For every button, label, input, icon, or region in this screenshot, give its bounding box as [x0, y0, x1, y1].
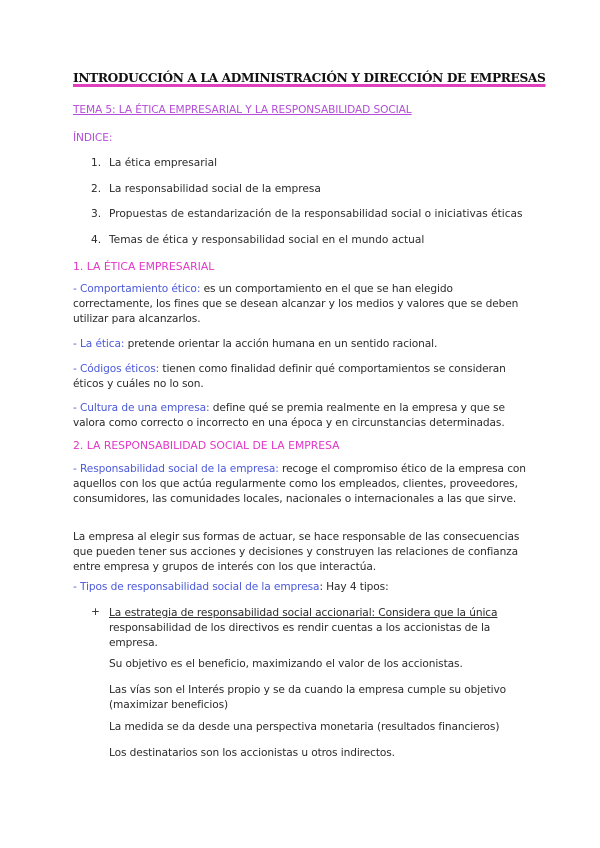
- paragraph-responsabilidad-social: - Responsabilidad social de la empresa: recoge el compromiso ético de la empresa con aquellos con los que actúa regularmente como los empleados, clientes, proveedores, consumidores, las comunidades locales, nacionales o internacionales a las que sirve.: [73, 463, 526, 505]
- topic-heading: TEMA 5: LA ÉTICA EMPRESARIAL Y LA RESPONSABILIDAD SOCIAL: [73, 104, 412, 116]
- document-title: INTRODUCCIÓN A LA ADMINISTRACIÓN Y DIRECCIÓN DE EMPRESAS: [73, 71, 546, 85]
- index-label: ÍNDICE:: [73, 132, 113, 144]
- term: - Cultura de una empresa:: [73, 402, 210, 414]
- term: - Códigos éticos:: [73, 363, 160, 375]
- term: - Comportamiento ético:: [73, 283, 201, 295]
- paragraph-cultura-empresa: - Cultura de una empresa: define qué se premia realmente en la empresa y que se valora como correcto o incorrecto en una época y en circunstancias determinadas.: [73, 402, 505, 429]
- index-item-4: 4. Temas de ética y responsabilidad social en el mundo actual: [91, 234, 425, 246]
- paragraph-codigos-eticos: - Códigos éticos: tienen como finalidad definir qué comportamientos se consideran éticos y cuáles no lo son.: [73, 363, 506, 390]
- paragraph-tipos: - Tipos de responsabilidad social de la empresa: Hay 4 tipos:: [73, 581, 389, 593]
- sub-paragraph-medida: La medida se da desde una perspectiva monetaria (resultados financieros): [109, 721, 500, 733]
- index-item-2: 2. La responsabilidad social de la empresa: [91, 183, 321, 195]
- sub-paragraph-destinatarios: Los destinatarios son los accionistas u otros indirectos.: [109, 747, 395, 759]
- section-2-heading: 2. LA RESPONSABILIDAD SOCIAL DE LA EMPRESA: [73, 439, 340, 452]
- bullet-estrategia-accionarial: La estrategia de responsabilidad social accionarial: Considera que la única responsabilidad de los directivos es rendir cuentas a los accionistas de la empresa.: [109, 607, 498, 649]
- paragraph-comportamiento-etico: - Comportamiento ético: es un comportamiento en el que se han elegido correctamente, los fines que se desean alcanzar y los medios y valores que se deben utilizar para alcanzarlos.: [73, 283, 519, 325]
- sub-paragraph-vias: Las vías son el Interés propio y se da cuando la empresa cumple su objetivo (maximizar beneficios): [109, 684, 507, 711]
- index-item-1: 1. La ética empresarial: [91, 157, 218, 169]
- paragraph-la-etica: - La ética: pretende orientar la acción humana en un sentido racional.: [73, 338, 438, 350]
- term: - Responsabilidad social de la empresa:: [73, 463, 279, 475]
- sub-paragraph-objetivo: Su objetivo es el beneficio, maximizando el valor de los accionistas.: [109, 658, 463, 670]
- index-item-3: 3. Propuestas de estandarización de la responsabilidad social o iniciativas éticas: [91, 208, 523, 220]
- term: - La ética:: [73, 338, 125, 350]
- paragraph-empresa-formas: La empresa al elegir sus formas de actuar, se hace responsable de las consecuencias que pueden tener sus acciones y decisiones y construyen las relaciones de confianza entre empresa y grupos de interés con los que interactúa.: [73, 531, 520, 573]
- term: - Tipos de responsabilidad social de la empresa: [73, 581, 320, 593]
- section-1-heading: 1. LA ÉTICA EMPRESARIAL: [73, 260, 215, 273]
- bullet-plus-icon: +: [91, 606, 100, 618]
